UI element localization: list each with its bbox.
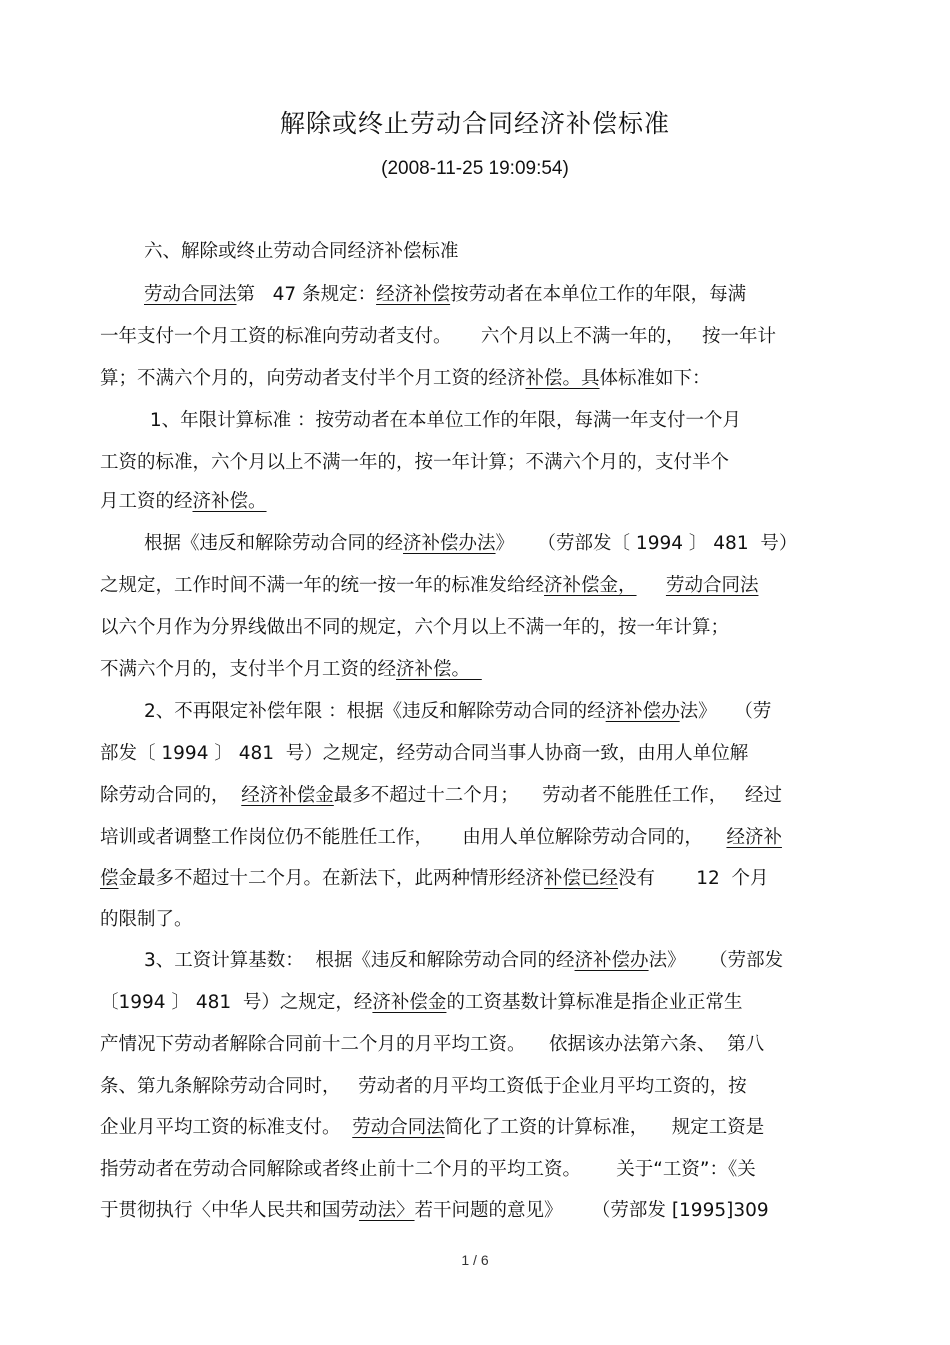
body-line xyxy=(100,866,769,892)
text-run: 于贯彻执行〈中华人民共和国劳 xyxy=(100,1200,360,1221)
text-run: 2、不再限定补偿年限 ：根据《违反和解除劳动合同的经 xyxy=(144,701,606,722)
text-run: 3、工资计算基数： 根据《违反和解除劳动合同的经 xyxy=(144,950,575,971)
underlined-text: 动法〉 xyxy=(359,1200,415,1221)
text-run: 一年支付一个月工资的标准向劳动者支付。 六个月以上不满一年的， 按一年计 xyxy=(100,326,777,347)
underlined-text: 济补偿办 xyxy=(574,950,649,971)
body-line xyxy=(100,615,729,641)
underlined-text: 经济补偿金 xyxy=(241,785,334,806)
body-line xyxy=(144,408,741,434)
underlined-text: 劳动合同法 xyxy=(144,284,237,305)
text-run: 工资的标准，六个月以上不满一年的，按一年计算；不满六个月的，支付半个 xyxy=(100,452,730,473)
body-line xyxy=(100,324,776,350)
body-line xyxy=(100,489,267,515)
text-run: 1、年限计算标准 ：按劳动者在本单位工作的年限，每满一年支付一个月 xyxy=(144,410,742,431)
body-line xyxy=(100,1198,769,1224)
body-line xyxy=(100,1074,747,1100)
text-run: 指劳动者在劳动合同解除或者终止前十二个月的平均工资。 关于“工资”：《关 xyxy=(100,1159,756,1180)
text-run: 金最多不超过十二个月。在新法下，此两种情形经济 xyxy=(118,868,545,889)
document-date: (2008-11-25 19:09:54) xyxy=(381,158,569,179)
text-run: 企业月平均工资的标准支付。 xyxy=(100,1117,353,1138)
body-line xyxy=(144,699,771,725)
body-line xyxy=(100,573,758,599)
body-line xyxy=(100,366,711,392)
body-line xyxy=(100,1115,764,1141)
text-run: 最多不超过十二个月； 劳动者不能胜任工作， 经过 xyxy=(333,785,782,806)
text-run: 培训或者调整工作岗位仍不能胜任工作， 由用人单位解除劳动合同的， xyxy=(100,827,727,848)
body-line xyxy=(144,948,783,974)
text-run: 〔1994 〕 481 号）之规定，经 xyxy=(100,992,373,1013)
page-number: 1 / 6 xyxy=(461,1252,489,1268)
text-run: 除劳动合同的， xyxy=(100,785,242,806)
body-line xyxy=(100,1032,764,1058)
text-run: 法》 （劳部发 xyxy=(648,950,784,971)
text-run: 不满六个月的，支付半个月工资的经 xyxy=(100,659,397,680)
underlined-text: 劳动合同法 xyxy=(665,575,759,596)
underlined-text: 济补偿办 xyxy=(605,701,680,722)
body-line xyxy=(100,990,742,1016)
text-run: 简化了工资的计算标准， 规定工资是 xyxy=(444,1117,765,1138)
section-heading: 六、解除或终止劳动合同经济补偿标准 xyxy=(144,241,459,262)
body-line xyxy=(144,282,746,308)
text-run: 》 （劳部发〔 1994 〕 481 号） xyxy=(495,533,798,554)
text-run: 以六个月作为分界线做出不同的规定，六个月以上不满一年的，按一年计算； xyxy=(100,617,730,638)
body-line xyxy=(100,783,782,809)
body-line xyxy=(100,825,782,851)
underlined-text: 劳动合同法 xyxy=(352,1117,445,1138)
body-line xyxy=(144,531,797,557)
text-run: 没有 12 个月 xyxy=(618,868,769,889)
underlined-text: 济补偿金 xyxy=(372,992,447,1013)
body-line xyxy=(100,1157,756,1183)
text-run: 按劳动者在本单位工作的年限，每满 xyxy=(450,284,747,305)
underlined-text: 济补偿办法 xyxy=(403,533,496,554)
underlined-text: 济补偿。 xyxy=(192,491,267,512)
text-run: 体标准如下： xyxy=(599,368,711,389)
text-run: 之规定，工作时间不满一年的统一按一年的标准发给经 xyxy=(100,575,545,596)
body-line xyxy=(100,450,729,476)
underlined-text: 济补偿金， xyxy=(544,575,637,596)
body-line xyxy=(100,741,748,767)
text-run: 月工资的经 xyxy=(100,491,193,512)
text-run: 条、第九条解除劳动合同时， 劳动者的月平均工资低于企业月平均工资的，按 xyxy=(100,1076,747,1097)
text-run: 的限制了。 xyxy=(100,909,193,930)
text-run: 法》 （劳 xyxy=(679,701,772,722)
body-line xyxy=(100,657,482,683)
text-run xyxy=(637,575,666,596)
text-run: 算；不满六个月的，向劳动者支付半个月工资的经济 xyxy=(100,368,526,389)
body-line xyxy=(100,907,193,933)
text-run: 的工资基数计算标准是指企业正常生 xyxy=(446,992,743,1013)
text-run: 第 47 条规定： xyxy=(236,284,377,305)
text-run: 部发〔 1994 〕 481 号）之规定，经劳动合同当事人协商一致，由用人单位解 xyxy=(100,743,749,764)
underlined-text: 经济补 xyxy=(726,827,782,848)
underlined-text: 偿 xyxy=(100,868,119,889)
text-run: 产情况下劳动者解除合同前十二个月的月平均工资。 依据该办法第六条、 第八 xyxy=(100,1034,765,1055)
underlined-text: 经济补偿 xyxy=(376,284,451,305)
underlined-text: 补偿已经 xyxy=(544,868,619,889)
underlined-text: 济补偿。 xyxy=(396,659,482,680)
text-run: 根据《违反和解除劳动合同的经 xyxy=(144,533,404,554)
document-title: 解除或终止劳动合同经济补偿标准 xyxy=(279,109,670,138)
text-run: 若干问题的意见》 （劳部发 [1995]309 xyxy=(414,1200,769,1221)
underlined-text: 补偿。具 xyxy=(525,368,600,389)
